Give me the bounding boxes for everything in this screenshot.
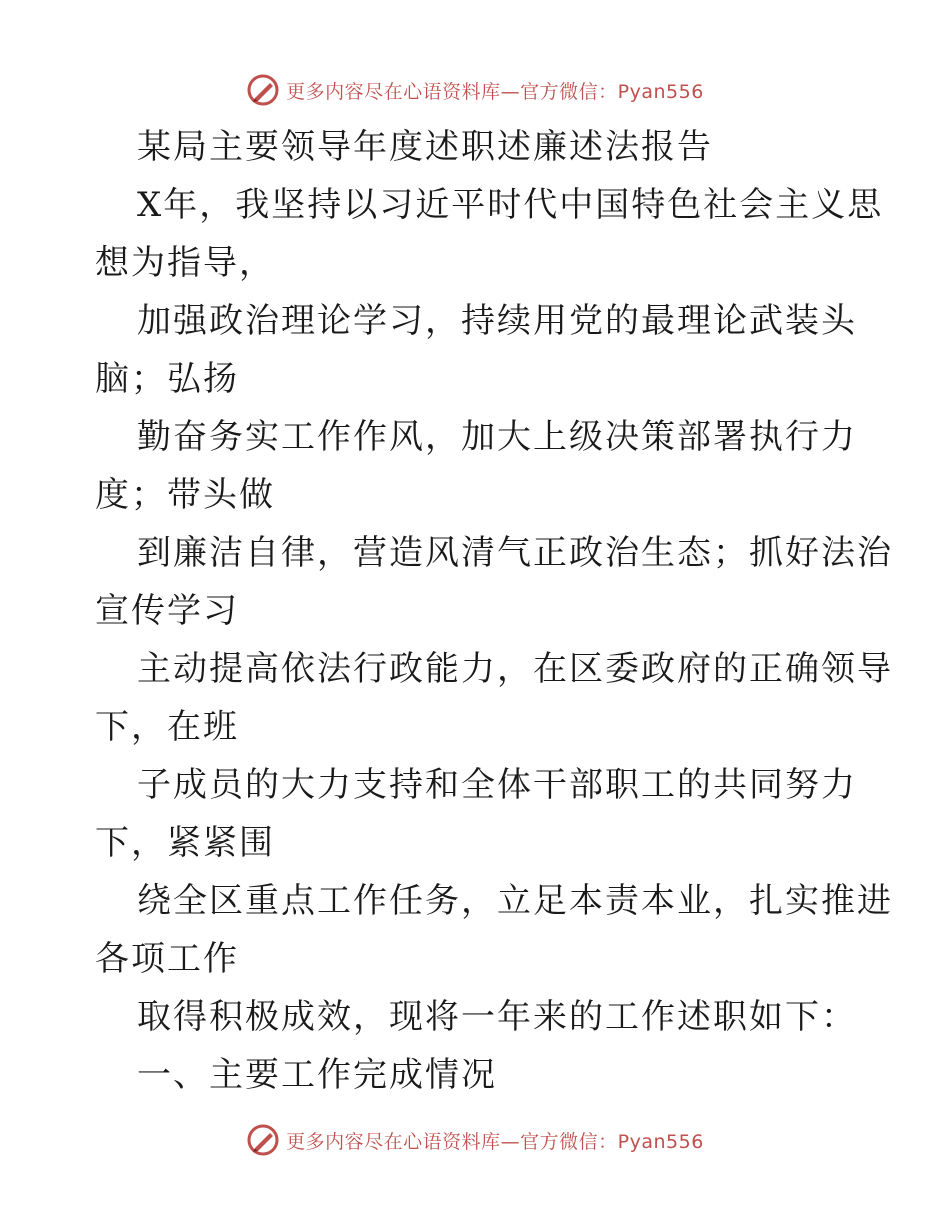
text-line: 下，在班 bbox=[95, 707, 239, 747]
document-paragraphs bbox=[95, 176, 893, 1104]
header-watermark bbox=[0, 70, 950, 110]
pen-logo-icon bbox=[246, 1123, 280, 1157]
text-line: 宣传学习 bbox=[95, 591, 239, 631]
text-line: 下，紧紧围 bbox=[95, 823, 275, 863]
footer-watermark bbox=[0, 1120, 950, 1160]
text-line: 勤奋务实工作作风，加大上级决策部署执行力 bbox=[137, 417, 857, 457]
text-line: X年，我坚持以习近平时代中国特色社会主义思 bbox=[137, 185, 884, 225]
text-line: 取得积极成效，现将一年来的工作述职如下： bbox=[137, 997, 857, 1037]
text-line: 一、主要工作完成情况 bbox=[137, 1055, 497, 1095]
watermark-text: 更多内容尽在心语资料库—官方微信：Pyan556 bbox=[286, 80, 704, 103]
text-line: 各项工作 bbox=[95, 939, 239, 979]
text-line: 到廉洁自律，营造风清气正政治生态；抓好法治 bbox=[137, 533, 893, 573]
document-body bbox=[95, 118, 893, 1104]
pen-logo-icon bbox=[246, 73, 280, 107]
text-line: 脑；弘扬 bbox=[95, 359, 239, 399]
text-line: 度；带头做 bbox=[95, 475, 275, 515]
watermark-text: 更多内容尽在心语资料库—官方微信：Pyan556 bbox=[286, 1130, 704, 1153]
document-title: 某局主要领导年度述职述廉述法报告 bbox=[137, 127, 713, 167]
text-line: 加强政治理论学习，持续用党的最理论武装头 bbox=[137, 301, 857, 341]
text-line: 想为指导， bbox=[95, 243, 275, 283]
text-line: 主动提高依法行政能力，在区委政府的正确领导 bbox=[137, 649, 893, 689]
text-line: 子成员的大力支持和全体干部职工的共同努力 bbox=[137, 765, 857, 805]
text-line: 绕全区重点工作任务，立足本责本业，扎实推进 bbox=[137, 881, 893, 921]
